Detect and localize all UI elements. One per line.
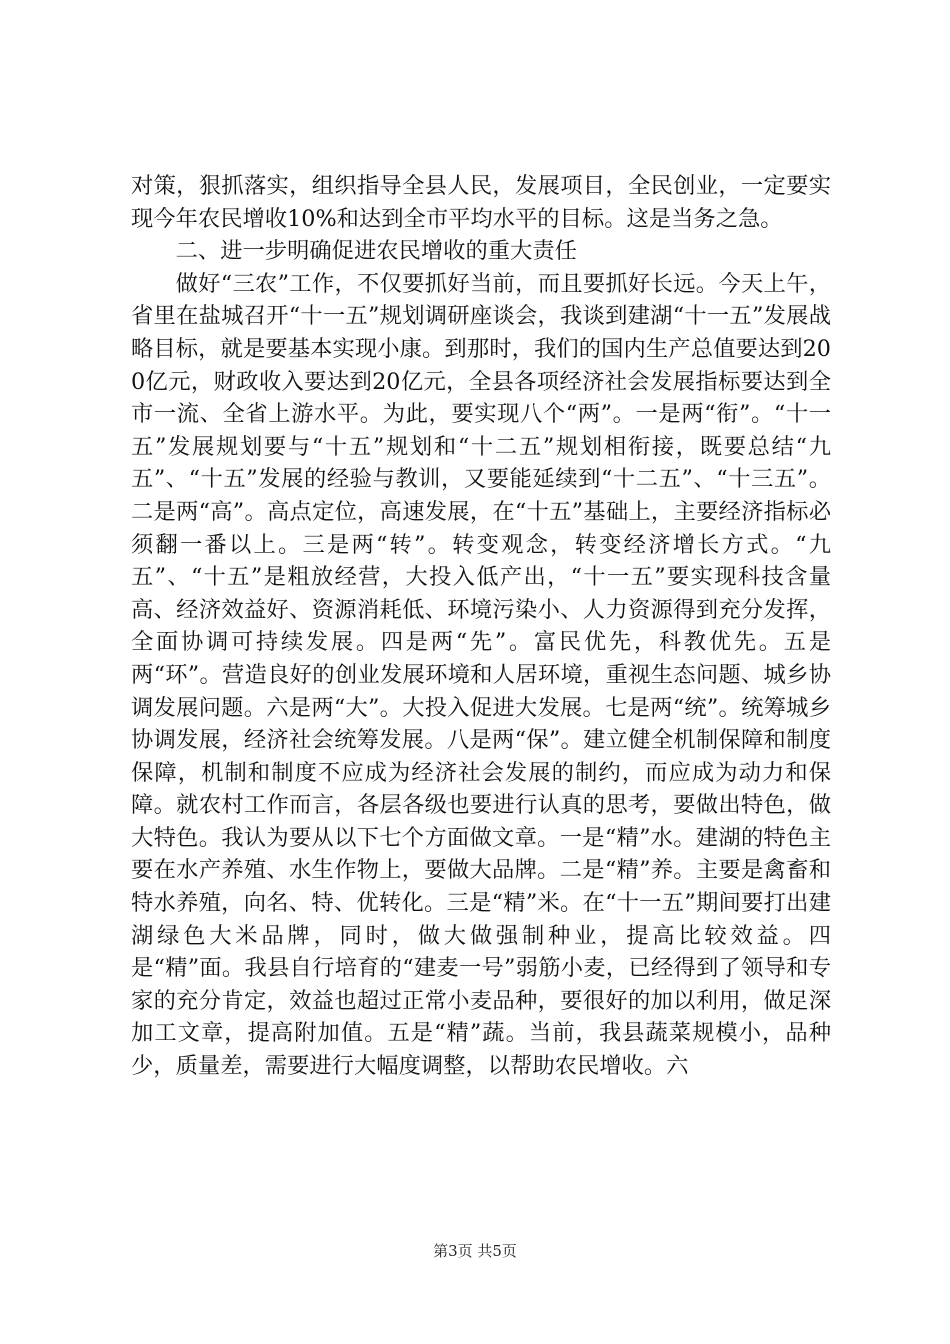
document-body — [131, 170, 831, 1083]
page-footer: 第3页 共5页 — [433, 1242, 517, 1260]
paragraph-main: 做好“三农”工作，不仅要抓好当前，而且要抓好长远。今天上午，省里在盐城召开“十一五”规划调研座谈会，我谈到建湖“十一五”发展战略目标，就是要基本实现小康。到那时，我们的国内生产总值要达到200亿元，财政收入要达到20亿元，全县各项经济社会发展指标要达到全市一流、全省上游水平。为此，要实现八个“两”。一是两“衔”。“十一五”发展规划要与“十五”规划和“十二五”规划相衔接，既要总结“九五”、“十五”发展的经验与教训，又要能延续到“十二五”、“十三五”。二是两“高”。高点定位，高速发展，在“十五”基础上，主要经济指标必须翻一番以上。三是两“转”。转变观念，转变经济增长方式。“九五”、“十五”是粗放经营，大投入低产出，“十一五”要实现科技含量高、经济效益好、资源消耗低、环境污染小、人力资源得到充分发挥，全面协调可持续发展。四是两“先”。富民优先，科教优先。五是两“环”。营造良好的创业发展环境和人居环境，重视生态问题、城乡协调发展问题。六是两“大”。大投入促进大发展。七是两“统”。统筹城乡协调发展，经济社会统筹发展。八是两“保”。建立健全机制保障和制度保障，机制和制度不应成为经济社会发展的制约，而应成为动力和保障。就农村工作而言，各层各级也要进行认真的思考，要做出特色，做大特色。我认为要从以下七个方面做文章。一是“精”水。建湖的特色主要在水产养殖、水生作物上，要做大品牌。二是“精”养。主要是禽畜和特水养殖，向名、特、优转化。三是“精”米。在“十一五”期间要打出建湖绿色大米品牌，同时，做大做强制种业，提高比较效益。四是“精”面。我县自行培育的“建麦一号”弱筋小麦，已经得到了领导和专家的充分肯定，效益也超过正常小麦品种，要很好的加以利用，做足深加工文章，提高附加值。五是“精”蔬。当前，我县蔬菜规模小，品种少，质量差，需要进行大幅度调整，以帮助农民增收。六 — [131, 270, 831, 1080]
section-heading: 二、进一步明确促进农民增收的重大责任 — [175, 238, 577, 265]
paragraph-continuation: 对策，狠抓落实，组织指导全县人民，发展项目，全民创业，一定要实现今年农民增收10%和达到全市平均水平的目标。这是当务之急。 — [131, 173, 831, 232]
